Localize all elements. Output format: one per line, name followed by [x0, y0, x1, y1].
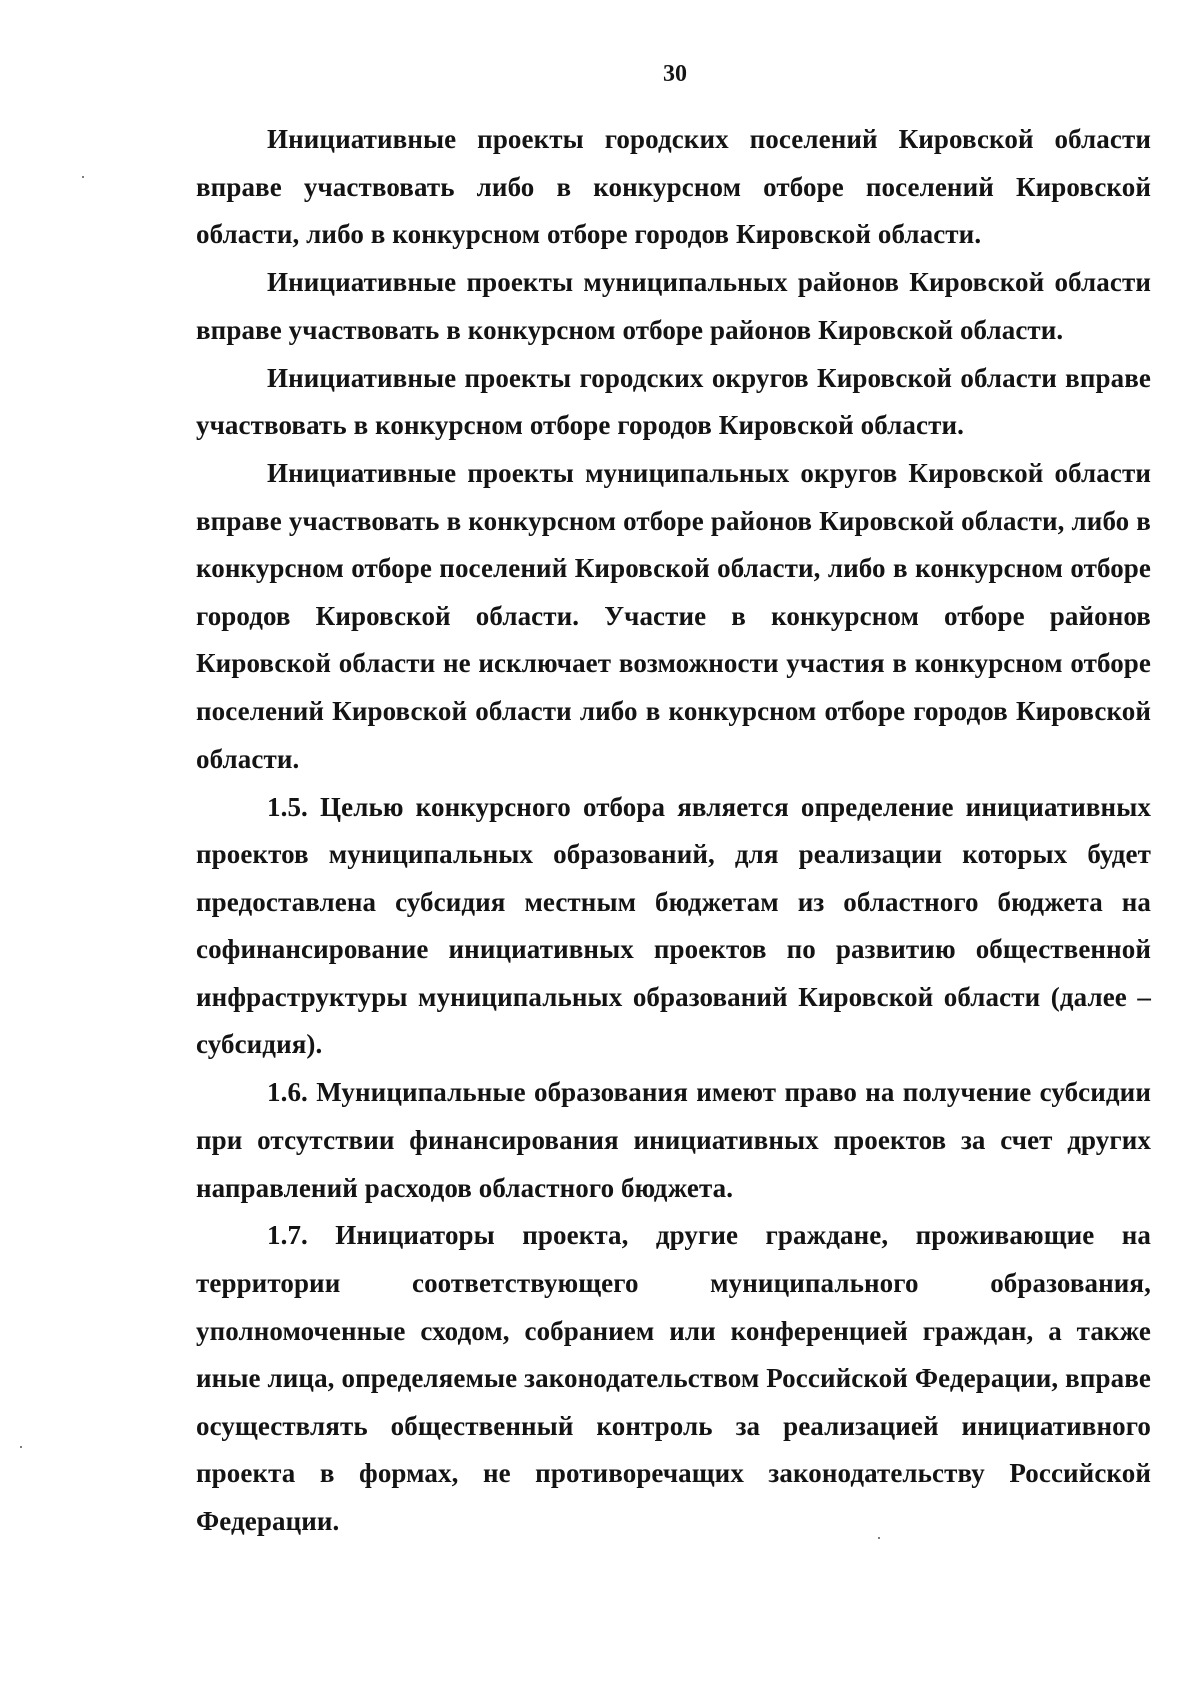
- paragraph-municipal-districts: Инициативные проекты муниципальных районов Кировской области вправе участвовать в конкурсном отборе районов Кировской области.: [196, 267, 1151, 345]
- paragraph-1-6-right-to-subsidy: 1.6. Муниципальные образования имеют право на получение субсидии при отсутствии финансирования инициативных проектов за счет других направлений расходов областного бюджета.: [196, 1077, 1151, 1203]
- scan-speck: [82, 176, 84, 178]
- scan-speck: [20, 1446, 22, 1448]
- scan-speck: [878, 1537, 880, 1539]
- paragraph-municipal-okrugs: Инициативные проекты муниципальных округов Кировской области вправе участвовать в конкурсном отборе районов Кировской области, либо в конкурсном отборе поселений Кировской области, либо в конкурсном отборе городов Кировской области. Участие в конкурсном отборе районов Кировской области не исключает возможности участия в конкурсном отборе поселений Кировской области либо в конкурсном отборе городов Кировской области.: [196, 458, 1151, 774]
- document-body: [196, 116, 1151, 1546]
- paragraph-1-7-public-control: 1.7. Инициаторы проекта, другие граждане, проживающие на территории соответствующего муниципального образования, уполномоченные сходом, собранием или конференцией граждан, а также иные лица, определяемые законодательством Российской Федерации, вправе осуществлять общественный контроль за реализацией инициативного проекта в формах, не противоречащих законодательству Российской Федерации.: [196, 1220, 1151, 1536]
- page-number: 30: [663, 61, 687, 87]
- paragraph-city-districts: Инициативные проекты городских округов Кировской области вправе участвовать в конкурсном отборе городов Кировской области.: [196, 362, 1151, 441]
- paragraph-1-5-goal: 1.5. Целью конкурсного отбора является определение инициативных проектов муниципальных образований, для реализации которых будет предоставлена субсидия местным бюджетам из областного бюджета на софинансирование инициативных проектов по развитию общественной инфраструктуры муниципальных образований Кировской области (далее – субсидия).: [196, 791, 1151, 1060]
- paragraph-urban-settlements: Инициативные проекты городских поселений Кировской области вправе участвовать либо в конкурсном отборе поселений Кировской области, либо в конкурсном отборе городов Кировской области.: [196, 124, 1151, 250]
